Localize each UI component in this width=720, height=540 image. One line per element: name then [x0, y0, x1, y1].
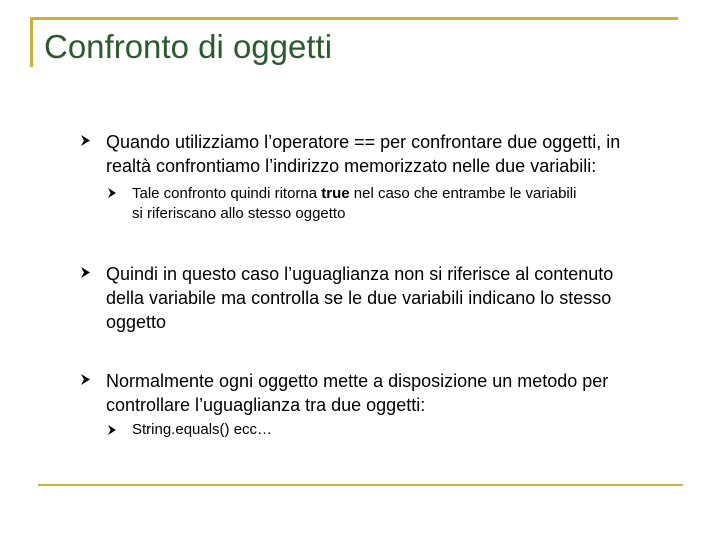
- sub-bullet-1-bold: true: [321, 185, 350, 202]
- bullet-3: [106, 369, 608, 417]
- bullet-1-line-2: realtà confrontiamo l’indirizzo memorizzato nelle due variabili:: [106, 156, 597, 176]
- sub-bullet-3-line-1: String.equals() ecc…: [132, 421, 273, 438]
- bullet-2-line-2: della variabile ma controlla se le due variabili indicano lo stesso: [106, 288, 612, 308]
- bullet-1: [106, 130, 620, 178]
- bullet-2-line-1: Quindi in questo caso l’uguaglianza non si riferisce al contenuto: [106, 264, 614, 284]
- frame-top-line: [30, 17, 678, 20]
- sub-bullet-1-pre: Tale confronto quindi ritorna: [132, 185, 322, 202]
- sub-bullet-1-line-2: si riferiscano allo stesso oggetto: [132, 205, 346, 222]
- frame-left-line: [30, 17, 33, 67]
- sub-bullet-1-post: nel caso che entrambe le variabili: [349, 185, 577, 202]
- bullet-2-line-3: oggetto: [106, 312, 167, 332]
- arrowhead-bullet-icon: [81, 135, 90, 146]
- arrowhead-bullet-icon: [108, 425, 117, 435]
- sub-bullet-1: [132, 184, 576, 224]
- slide-title: Confronto di oggetti: [44, 28, 333, 65]
- sub-bullet-3: [132, 420, 272, 440]
- bullet-3-line-2: controllare l’uguaglianza tra due oggetti:: [106, 395, 426, 415]
- sub-bullet-1-line-1: [132, 184, 576, 204]
- bullet-3-line-1: Normalmente ogni oggetto mette a disposizione un metodo per: [106, 371, 609, 391]
- arrowhead-bullet-icon: [108, 188, 117, 198]
- arrowhead-bullet-icon: [81, 267, 90, 278]
- bullet-1-line-1: Quando utilizziamo l’operatore == per confrontare due oggetti, in: [106, 132, 621, 152]
- footer-rule: [38, 484, 683, 486]
- arrowhead-bullet-icon: [81, 374, 90, 385]
- bullet-2: [106, 262, 613, 334]
